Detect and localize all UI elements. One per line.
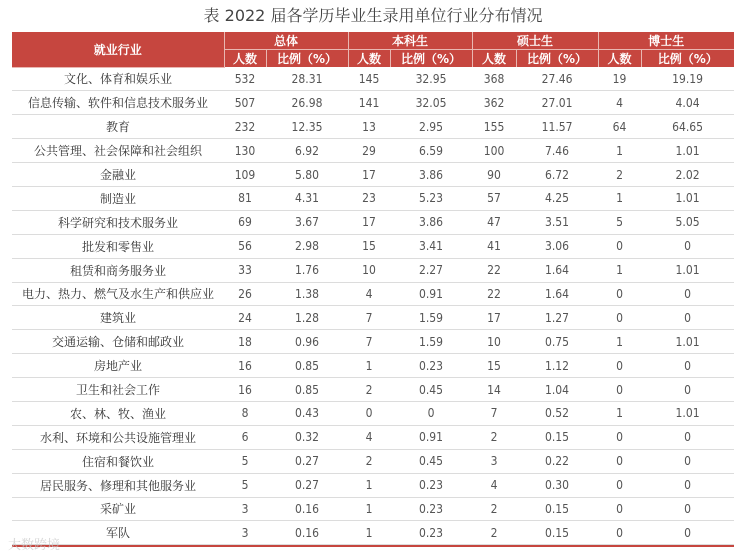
cell-total-count: 532 [224, 67, 266, 91]
cell-industry: 农、林、牧、渔业 [12, 401, 224, 425]
cell-industry: 电力、热力、燃气及水生产和供应业 [12, 282, 224, 306]
cell-master-count: 155 [472, 115, 516, 139]
cell-doctor-ratio: 0 [641, 449, 734, 473]
cell-bachelor-ratio: 32.95 [390, 67, 472, 91]
cell-total-count: 3 [224, 497, 266, 521]
cell-industry: 住宿和餐饮业 [12, 449, 224, 473]
cell-master-count: 47 [472, 210, 516, 234]
table-body [12, 67, 734, 545]
cell-master-ratio: 27.46 [516, 67, 598, 91]
cell-master-ratio: 7.46 [516, 139, 598, 163]
cell-bachelor-ratio: 5.23 [390, 186, 472, 210]
cell-industry: 信息传输、软件和信息技术服务业 [12, 91, 224, 115]
watermark: 大数跨境 [8, 538, 61, 553]
cell-bachelor-count: 29 [348, 139, 390, 163]
cell-doctor-count: 5 [598, 210, 641, 234]
cell-master-count: 10 [472, 330, 516, 354]
cell-doctor-count: 0 [598, 497, 641, 521]
cell-industry: 批发和零售业 [12, 234, 224, 258]
cell-total-count: 16 [224, 378, 266, 402]
cell-industry: 金融业 [12, 163, 224, 187]
cell-industry: 科学研究和技术服务业 [12, 210, 224, 234]
cell-total-ratio: 2.98 [266, 234, 348, 258]
cell-doctor-count: 1 [598, 258, 641, 282]
table-row [12, 115, 734, 139]
subheader-count: 人数 [348, 50, 390, 68]
cell-total-count: 5 [224, 449, 266, 473]
cell-master-ratio: 0.30 [516, 473, 598, 497]
cell-total-ratio: 1.28 [266, 306, 348, 330]
cell-bachelor-count: 145 [348, 67, 390, 91]
cell-bachelor-count: 17 [348, 163, 390, 187]
cell-doctor-ratio: 19.19 [641, 67, 734, 91]
cell-total-count: 3 [224, 521, 266, 545]
cell-total-ratio: 0.32 [266, 425, 348, 449]
cell-total-count: 18 [224, 330, 266, 354]
cell-total-count: 507 [224, 91, 266, 115]
cell-industry: 租赁和商务服务业 [12, 258, 224, 282]
cell-bachelor-count: 23 [348, 186, 390, 210]
table-row [12, 354, 734, 378]
cell-bachelor-count: 1 [348, 473, 390, 497]
cell-bachelor-ratio: 3.86 [390, 163, 472, 187]
cell-doctor-count: 0 [598, 378, 641, 402]
cell-doctor-count: 0 [598, 354, 641, 378]
cell-industry: 居民服务、修理和其他服务业 [12, 473, 224, 497]
cell-industry: 公共管理、社会保障和社会组织 [12, 139, 224, 163]
cell-total-ratio: 0.85 [266, 378, 348, 402]
cell-industry: 水利、环境和公共设施管理业 [12, 425, 224, 449]
cell-total-count: 26 [224, 282, 266, 306]
table-row [12, 497, 734, 521]
cell-bachelor-count: 1 [348, 497, 390, 521]
cell-doctor-count: 1 [598, 186, 641, 210]
cell-master-count: 7 [472, 401, 516, 425]
subheader-count: 人数 [598, 50, 641, 68]
table-row [12, 234, 734, 258]
cell-total-ratio: 1.76 [266, 258, 348, 282]
table-row [12, 258, 734, 282]
cell-doctor-count: 64 [598, 115, 641, 139]
table-row [12, 378, 734, 402]
cell-total-count: 6 [224, 425, 266, 449]
cell-bachelor-count: 17 [348, 210, 390, 234]
cell-master-count: 17 [472, 306, 516, 330]
cell-total-ratio: 0.43 [266, 401, 348, 425]
cell-master-count: 2 [472, 425, 516, 449]
cell-industry: 军队 [12, 521, 224, 545]
cell-doctor-ratio: 0 [641, 378, 734, 402]
subheader-ratio: 比例（%） [516, 50, 598, 68]
subheader-count: 人数 [472, 50, 516, 68]
cell-doctor-count: 2 [598, 163, 641, 187]
cell-industry: 采矿业 [12, 497, 224, 521]
cell-master-count: 15 [472, 354, 516, 378]
cell-master-ratio: 0.15 [516, 521, 598, 545]
cell-master-count: 90 [472, 163, 516, 187]
cell-master-count: 2 [472, 521, 516, 545]
cell-doctor-count: 19 [598, 67, 641, 91]
cell-bachelor-ratio: 3.86 [390, 210, 472, 234]
cell-bachelor-ratio: 2.95 [390, 115, 472, 139]
cell-industry: 教育 [12, 115, 224, 139]
table-title: 表 2022 届各学历毕业生录用单位行业分布情况 [203, 6, 543, 25]
cell-bachelor-count: 4 [348, 425, 390, 449]
subheader-ratio: 比例（%） [266, 50, 348, 68]
header-group-master: 硕士生 [472, 32, 598, 50]
cell-doctor-count: 1 [598, 330, 641, 354]
cell-doctor-ratio: 64.65 [641, 115, 734, 139]
cell-doctor-ratio: 0 [641, 425, 734, 449]
cell-doctor-count: 0 [598, 234, 641, 258]
cell-doctor-ratio: 5.05 [641, 210, 734, 234]
cell-total-count: 69 [224, 210, 266, 234]
subheader-ratio: 比例（%） [641, 50, 734, 68]
cell-total-count: 109 [224, 163, 266, 187]
cell-doctor-ratio: 1.01 [641, 258, 734, 282]
cell-master-count: 368 [472, 67, 516, 91]
cell-master-ratio: 3.06 [516, 234, 598, 258]
cell-total-count: 81 [224, 186, 266, 210]
cell-industry: 制造业 [12, 186, 224, 210]
table-row [12, 282, 734, 306]
cell-bachelor-ratio: 2.27 [390, 258, 472, 282]
cell-total-ratio: 26.98 [266, 91, 348, 115]
cell-total-ratio: 0.27 [266, 473, 348, 497]
cell-master-ratio: 6.72 [516, 163, 598, 187]
cell-bachelor-ratio: 1.59 [390, 330, 472, 354]
cell-master-ratio: 27.01 [516, 91, 598, 115]
cell-bachelor-count: 1 [348, 354, 390, 378]
cell-master-ratio: 4.25 [516, 186, 598, 210]
cell-bachelor-ratio: 0.23 [390, 473, 472, 497]
subheader-count: 人数 [224, 50, 266, 68]
cell-industry: 交通运输、仓储和邮政业 [12, 330, 224, 354]
cell-doctor-ratio: 4.04 [641, 91, 734, 115]
cell-master-count: 22 [472, 258, 516, 282]
cell-bachelor-count: 10 [348, 258, 390, 282]
cell-total-ratio: 0.16 [266, 521, 348, 545]
cell-total-ratio: 28.31 [266, 67, 348, 91]
cell-total-ratio: 4.31 [266, 186, 348, 210]
header-group-doctor: 博士生 [598, 32, 734, 50]
cell-master-ratio: 0.22 [516, 449, 598, 473]
cell-bachelor-count: 4 [348, 282, 390, 306]
cell-bachelor-count: 1 [348, 521, 390, 545]
cell-total-count: 24 [224, 306, 266, 330]
cell-bachelor-ratio: 0 [390, 401, 472, 425]
cell-doctor-ratio: 0 [641, 306, 734, 330]
table-row [12, 210, 734, 234]
cell-bachelor-ratio: 0.45 [390, 378, 472, 402]
cell-master-count: 14 [472, 378, 516, 402]
cell-master-ratio: 11.57 [516, 115, 598, 139]
cell-bachelor-ratio: 1.59 [390, 306, 472, 330]
cell-total-ratio: 12.35 [266, 115, 348, 139]
cell-master-count: 3 [472, 449, 516, 473]
cell-total-ratio: 1.38 [266, 282, 348, 306]
cell-bachelor-ratio: 0.23 [390, 354, 472, 378]
cell-doctor-ratio: 0 [641, 521, 734, 545]
cell-bachelor-ratio: 3.41 [390, 234, 472, 258]
cell-bachelor-count: 0 [348, 401, 390, 425]
cell-total-ratio: 0.16 [266, 497, 348, 521]
cell-master-count: 57 [472, 186, 516, 210]
table-row [12, 163, 734, 187]
cell-doctor-ratio: 0 [641, 473, 734, 497]
cell-industry: 房地产业 [12, 354, 224, 378]
cell-total-ratio: 5.80 [266, 163, 348, 187]
cell-total-count: 16 [224, 354, 266, 378]
cell-doctor-ratio: 0 [641, 497, 734, 521]
cell-industry: 文化、体育和娱乐业 [12, 67, 224, 91]
cell-bachelor-ratio: 0.91 [390, 282, 472, 306]
cell-total-ratio: 6.92 [266, 139, 348, 163]
cell-master-ratio: 1.12 [516, 354, 598, 378]
table-row [12, 425, 734, 449]
cell-doctor-ratio: 2.02 [641, 163, 734, 187]
cell-total-count: 33 [224, 258, 266, 282]
header-industry: 就业行业 [12, 32, 224, 67]
cell-doctor-ratio: 1.01 [641, 330, 734, 354]
cell-bachelor-count: 13 [348, 115, 390, 139]
cell-bachelor-count: 141 [348, 91, 390, 115]
cell-total-count: 232 [224, 115, 266, 139]
table-row [12, 139, 734, 163]
cell-bachelor-count: 15 [348, 234, 390, 258]
cell-bachelor-ratio: 32.05 [390, 91, 472, 115]
cell-bachelor-ratio: 0.91 [390, 425, 472, 449]
cell-total-ratio: 0.85 [266, 354, 348, 378]
cell-master-count: 22 [472, 282, 516, 306]
cell-master-ratio: 1.64 [516, 282, 598, 306]
cell-total-count: 8 [224, 401, 266, 425]
cell-doctor-ratio: 1.01 [641, 401, 734, 425]
table-row [12, 67, 734, 91]
table-row [12, 91, 734, 115]
cell-master-ratio: 1.64 [516, 258, 598, 282]
cell-master-count: 2 [472, 497, 516, 521]
cell-master-count: 100 [472, 139, 516, 163]
cell-total-count: 56 [224, 234, 266, 258]
cell-doctor-ratio: 0 [641, 354, 734, 378]
cell-doctor-count: 0 [598, 425, 641, 449]
table-row [12, 330, 734, 354]
cell-total-count: 130 [224, 139, 266, 163]
cell-master-ratio: 0.75 [516, 330, 598, 354]
cell-doctor-count: 0 [598, 521, 641, 545]
cell-industry: 卫生和社会工作 [12, 378, 224, 402]
cell-master-count: 4 [472, 473, 516, 497]
cell-total-ratio: 0.27 [266, 449, 348, 473]
cell-bachelor-count: 2 [348, 449, 390, 473]
cell-bachelor-ratio: 0.45 [390, 449, 472, 473]
cell-master-ratio: 3.51 [516, 210, 598, 234]
cell-total-ratio: 3.67 [266, 210, 348, 234]
cell-total-ratio: 0.96 [266, 330, 348, 354]
cell-doctor-count: 0 [598, 306, 641, 330]
cell-doctor-count: 0 [598, 449, 641, 473]
table-row [12, 186, 734, 210]
cell-bachelor-count: 2 [348, 378, 390, 402]
cell-total-count: 5 [224, 473, 266, 497]
cell-doctor-ratio: 0 [641, 234, 734, 258]
cell-bachelor-ratio: 0.23 [390, 521, 472, 545]
cell-bachelor-ratio: 6.59 [390, 139, 472, 163]
cell-doctor-ratio: 0 [641, 282, 734, 306]
cell-doctor-count: 1 [598, 139, 641, 163]
header-group-total: 总体 [224, 32, 348, 50]
cell-doctor-count: 0 [598, 282, 641, 306]
cell-master-count: 362 [472, 91, 516, 115]
table-row [12, 449, 734, 473]
cell-master-count: 41 [472, 234, 516, 258]
table-row [12, 306, 734, 330]
cell-doctor-count: 1 [598, 401, 641, 425]
cell-master-ratio: 1.04 [516, 378, 598, 402]
cell-doctor-count: 0 [598, 473, 641, 497]
cell-bachelor-ratio: 0.23 [390, 497, 472, 521]
table-bottom-rule [12, 545, 734, 547]
cell-master-ratio: 1.27 [516, 306, 598, 330]
cell-bachelor-count: 7 [348, 330, 390, 354]
cell-doctor-count: 4 [598, 91, 641, 115]
industry-distribution-table [12, 32, 734, 545]
header-group-bachelor: 本科生 [348, 32, 472, 50]
cell-bachelor-count: 7 [348, 306, 390, 330]
cell-master-ratio: 0.52 [516, 401, 598, 425]
cell-doctor-ratio: 1.01 [641, 139, 734, 163]
cell-doctor-ratio: 1.01 [641, 186, 734, 210]
table-row [12, 401, 734, 425]
cell-industry: 建筑业 [12, 306, 224, 330]
table-row [12, 473, 734, 497]
subheader-ratio: 比例（%） [390, 50, 472, 68]
cell-master-ratio: 0.15 [516, 497, 598, 521]
cell-master-ratio: 0.15 [516, 425, 598, 449]
table-row [12, 521, 734, 545]
